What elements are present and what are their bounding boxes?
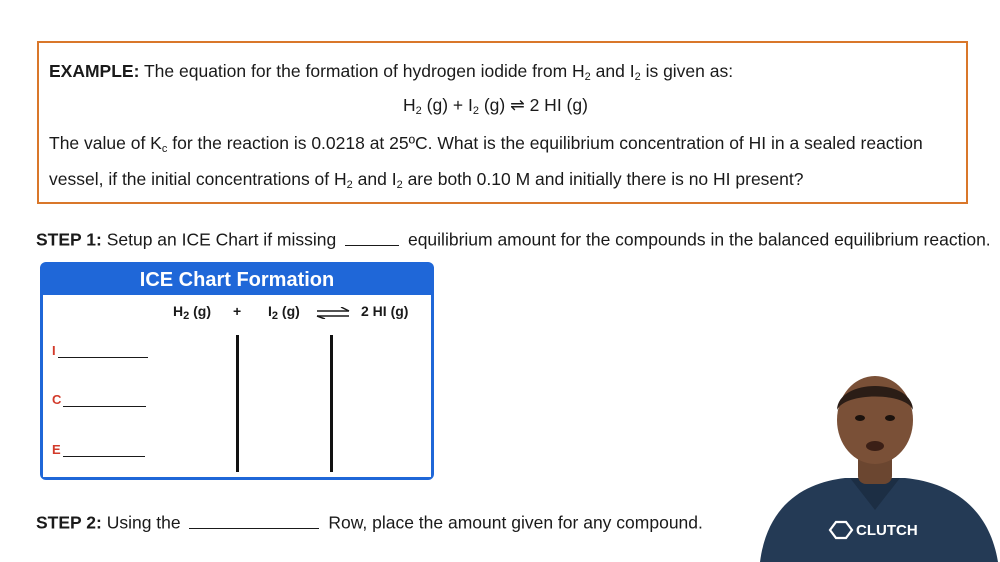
step-2-label: STEP 2: <box>36 512 102 533</box>
step-1: STEP 1: Setup an ICE Chart if missing equilibrium amount for the compounds in the balanced equilibrium reaction. <box>36 227 991 251</box>
equilibrium-arrow-icon <box>315 307 351 319</box>
ice-chart-title: ICE Chart Formation <box>139 269 335 291</box>
step-1-label: STEP 1: <box>36 229 102 250</box>
example-equation: $H_2$ $(g) + I_2$ (g) ⇌ 2 HI (g) <box>403 95 588 117</box>
ice-i2-header: $I_2$ (g) <box>268 303 300 322</box>
step-2-blank <box>189 510 319 529</box>
ice-row-c-blank <box>63 406 146 407</box>
example-label: EXAMPLE: <box>49 61 140 81</box>
example-line-4: vessel, if the initial concentrations of $H_2$ and $I_2$ are both 0.10 M and initially there is no HI present? <box>49 169 804 191</box>
ice-chart-body <box>43 295 431 477</box>
step-1-blank <box>345 227 399 246</box>
presenter-video <box>750 370 1000 562</box>
ice-row-i-blank <box>58 357 148 358</box>
ice-row-i-label: I <box>52 343 56 358</box>
ice-plus: + <box>233 303 242 319</box>
ice-hi-header: 2 HI (g) <box>361 303 409 319</box>
ice-row-e-label: E <box>52 442 61 457</box>
example-line-3: The value of $K_c$ for the reaction is 0.0218 at 25ºC. What is the equilibrium concentration of HI in a sealed reaction <box>49 133 923 155</box>
ice-row-c-label: C <box>52 392 62 407</box>
ice-divider-2 <box>330 335 333 472</box>
ice-row-e-blank <box>63 456 145 457</box>
ice-h2-header: $H_2$ (g) <box>173 303 212 322</box>
example-line-1: EXAMPLE: The equation for the formation of hydrogen iodide from $H_2$ and $I_2$ is given as: <box>49 61 734 83</box>
step-2: STEP 2: Using the Row, place the amount given for any compound. <box>36 510 703 534</box>
ice-divider-1 <box>236 335 239 472</box>
clutch-logo-text: CLUTCH <box>856 522 918 539</box>
ice-chart <box>40 262 434 480</box>
